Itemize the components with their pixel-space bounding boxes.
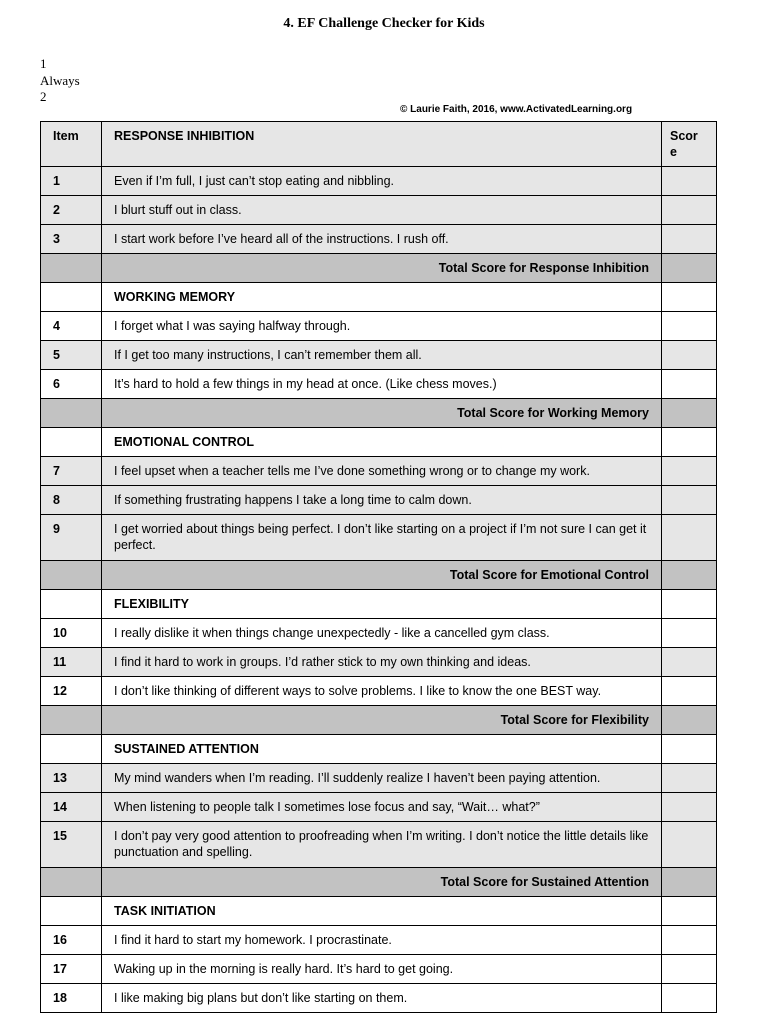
section-title: WORKING MEMORY <box>102 283 662 312</box>
item-number: 4 <box>41 312 102 341</box>
item-statement: My mind wanders when I’m reading. I’ll suddenly realize I haven’t been paying attention. <box>102 764 662 793</box>
total-row <box>41 399 717 428</box>
item-statement: It’s hard to hold a few things in my head at once. (Like chess moves.) <box>102 370 662 399</box>
table-row <box>41 822 717 868</box>
item-statement: When listening to people talk I sometimes lose focus and say, “Wait… what?” <box>102 793 662 822</box>
section-title: SUSTAINED ATTENTION <box>102 735 662 764</box>
item-cell-empty <box>41 897 102 926</box>
item-cell-empty <box>41 561 102 590</box>
total-row <box>41 561 717 590</box>
item-number: 3 <box>41 225 102 254</box>
item-statement: I don’t pay very good attention to proofreading when I’m writing. I don’t notice the little details like punctuation and spelling. <box>102 822 662 868</box>
total-label: Total Score for Flexibility <box>102 706 662 735</box>
score-cell[interactable] <box>662 457 717 486</box>
item-number: 13 <box>41 764 102 793</box>
item-cell-empty <box>41 706 102 735</box>
total-score-cell[interactable] <box>662 254 717 283</box>
item-column-header: Item <box>41 122 102 167</box>
section-row <box>41 590 717 619</box>
item-statement: I feel upset when a teacher tells me I’ve done something wrong or to change my work. <box>102 457 662 486</box>
item-statement: I find it hard to work in groups. I’d rather stick to my own thinking and ideas. <box>102 648 662 677</box>
item-number: 5 <box>41 341 102 370</box>
score-cell[interactable] <box>662 515 717 561</box>
table-row <box>41 764 717 793</box>
item-statement: I start work before I’ve heard all of the instructions. I rush off. <box>102 225 662 254</box>
score-cell[interactable] <box>662 897 717 926</box>
item-cell-empty <box>41 428 102 457</box>
scale-line: 1 <box>40 56 47 71</box>
page-title: 4. EF Challenge Checker for Kids <box>283 16 485 31</box>
item-statement: Even if I’m full, I just can’t stop eating and nibbling. <box>102 167 662 196</box>
score-cell[interactable] <box>662 428 717 457</box>
item-statement: I don’t like thinking of different ways to solve problems. I like to know the one BEST way. <box>102 677 662 706</box>
score-cell[interactable] <box>662 590 717 619</box>
item-statement: I really dislike it when things change unexpectedly - like a cancelled gym class. <box>102 619 662 648</box>
item-statement: I find it hard to start my homework. I procrastinate. <box>102 926 662 955</box>
section-title: TASK INITIATION <box>102 897 662 926</box>
table-row <box>41 793 717 822</box>
total-row <box>41 254 717 283</box>
total-label: Total Score for Sustained Attention <box>102 868 662 897</box>
rating-scale <box>40 56 80 106</box>
item-number: 7 <box>41 457 102 486</box>
score-cell[interactable] <box>662 283 717 312</box>
table-row <box>41 984 717 1013</box>
item-number: 14 <box>41 793 102 822</box>
score-cell[interactable] <box>662 984 717 1013</box>
score-cell[interactable] <box>662 341 717 370</box>
table-row <box>41 648 717 677</box>
item-number: 15 <box>41 822 102 868</box>
table-header-row <box>41 122 717 167</box>
total-label: Total Score for Response Inhibition <box>102 254 662 283</box>
table-row <box>41 225 717 254</box>
score-cell[interactable] <box>662 196 717 225</box>
ef-checker-table <box>40 121 717 1013</box>
total-row <box>41 868 717 897</box>
table-row <box>41 457 717 486</box>
score-cell[interactable] <box>662 822 717 868</box>
table-row <box>41 619 717 648</box>
item-cell-empty <box>41 868 102 897</box>
item-number: 11 <box>41 648 102 677</box>
item-number: 9 <box>41 515 102 561</box>
score-cell[interactable] <box>662 486 717 515</box>
item-statement: I forget what I was saying halfway through. <box>102 312 662 341</box>
total-score-cell[interactable] <box>662 561 717 590</box>
item-number: 2 <box>41 196 102 225</box>
item-number: 6 <box>41 370 102 399</box>
item-cell-empty <box>41 399 102 428</box>
score-cell[interactable] <box>662 167 717 196</box>
score-cell[interactable] <box>662 619 717 648</box>
section-row <box>41 735 717 764</box>
score-cell[interactable] <box>662 793 717 822</box>
section-title: FLEXIBILITY <box>102 590 662 619</box>
table-row <box>41 167 717 196</box>
item-statement: I blurt stuff out in class. <box>102 196 662 225</box>
table-row <box>41 486 717 515</box>
score-column-header: Scor e <box>662 122 717 167</box>
table-row <box>41 926 717 955</box>
table-row <box>41 677 717 706</box>
total-score-cell[interactable] <box>662 868 717 897</box>
section-title: RESPONSE INHIBITION <box>102 122 662 167</box>
item-number: 1 <box>41 167 102 196</box>
table-row <box>41 515 717 561</box>
item-statement: I like making big plans but don’t like starting on them. <box>102 984 662 1013</box>
score-cell[interactable] <box>662 225 717 254</box>
item-number: 10 <box>41 619 102 648</box>
item-number: 12 <box>41 677 102 706</box>
item-cell-empty <box>41 254 102 283</box>
table-row <box>41 370 717 399</box>
item-statement: If something frustrating happens I take a long time to calm down. <box>102 486 662 515</box>
item-cell-empty <box>41 735 102 764</box>
score-cell[interactable] <box>662 312 717 341</box>
table-row <box>41 341 717 370</box>
score-cell[interactable] <box>662 955 717 984</box>
score-cell[interactable] <box>662 370 717 399</box>
total-score-cell[interactable] <box>662 706 717 735</box>
score-cell[interactable] <box>662 926 717 955</box>
item-statement: Waking up in the morning is really hard. It’s hard to get going. <box>102 955 662 984</box>
item-cell-empty <box>41 590 102 619</box>
total-label: Total Score for Emotional Control <box>102 561 662 590</box>
item-number: 17 <box>41 955 102 984</box>
score-cell[interactable] <box>662 677 717 706</box>
total-score-cell[interactable] <box>662 399 717 428</box>
total-row <box>41 706 717 735</box>
table-row <box>41 955 717 984</box>
item-statement: I get worried about things being perfect. I don’t like starting on a project if I’m not sure I can get it perfect. <box>102 515 662 561</box>
table-row <box>41 312 717 341</box>
section-row <box>41 283 717 312</box>
item-number: 18 <box>41 984 102 1013</box>
copyright-notice: © Laurie Faith, 2016, www.ActivatedLearning.org <box>400 104 633 115</box>
scale-line: Always <box>40 72 80 88</box>
item-number: 8 <box>41 486 102 515</box>
section-row <box>41 897 717 926</box>
score-cell[interactable] <box>662 735 717 764</box>
item-statement: If I get too many instructions, I can’t remember them all. <box>102 341 662 370</box>
score-cell[interactable] <box>662 764 717 793</box>
table-row <box>41 196 717 225</box>
item-cell-empty <box>41 283 102 312</box>
section-row <box>41 428 717 457</box>
section-title: EMOTIONAL CONTROL <box>102 428 662 457</box>
scale-line: 2 <box>40 89 47 104</box>
item-number: 16 <box>41 926 102 955</box>
score-cell[interactable] <box>662 648 717 677</box>
total-label: Total Score for Working Memory <box>102 399 662 428</box>
